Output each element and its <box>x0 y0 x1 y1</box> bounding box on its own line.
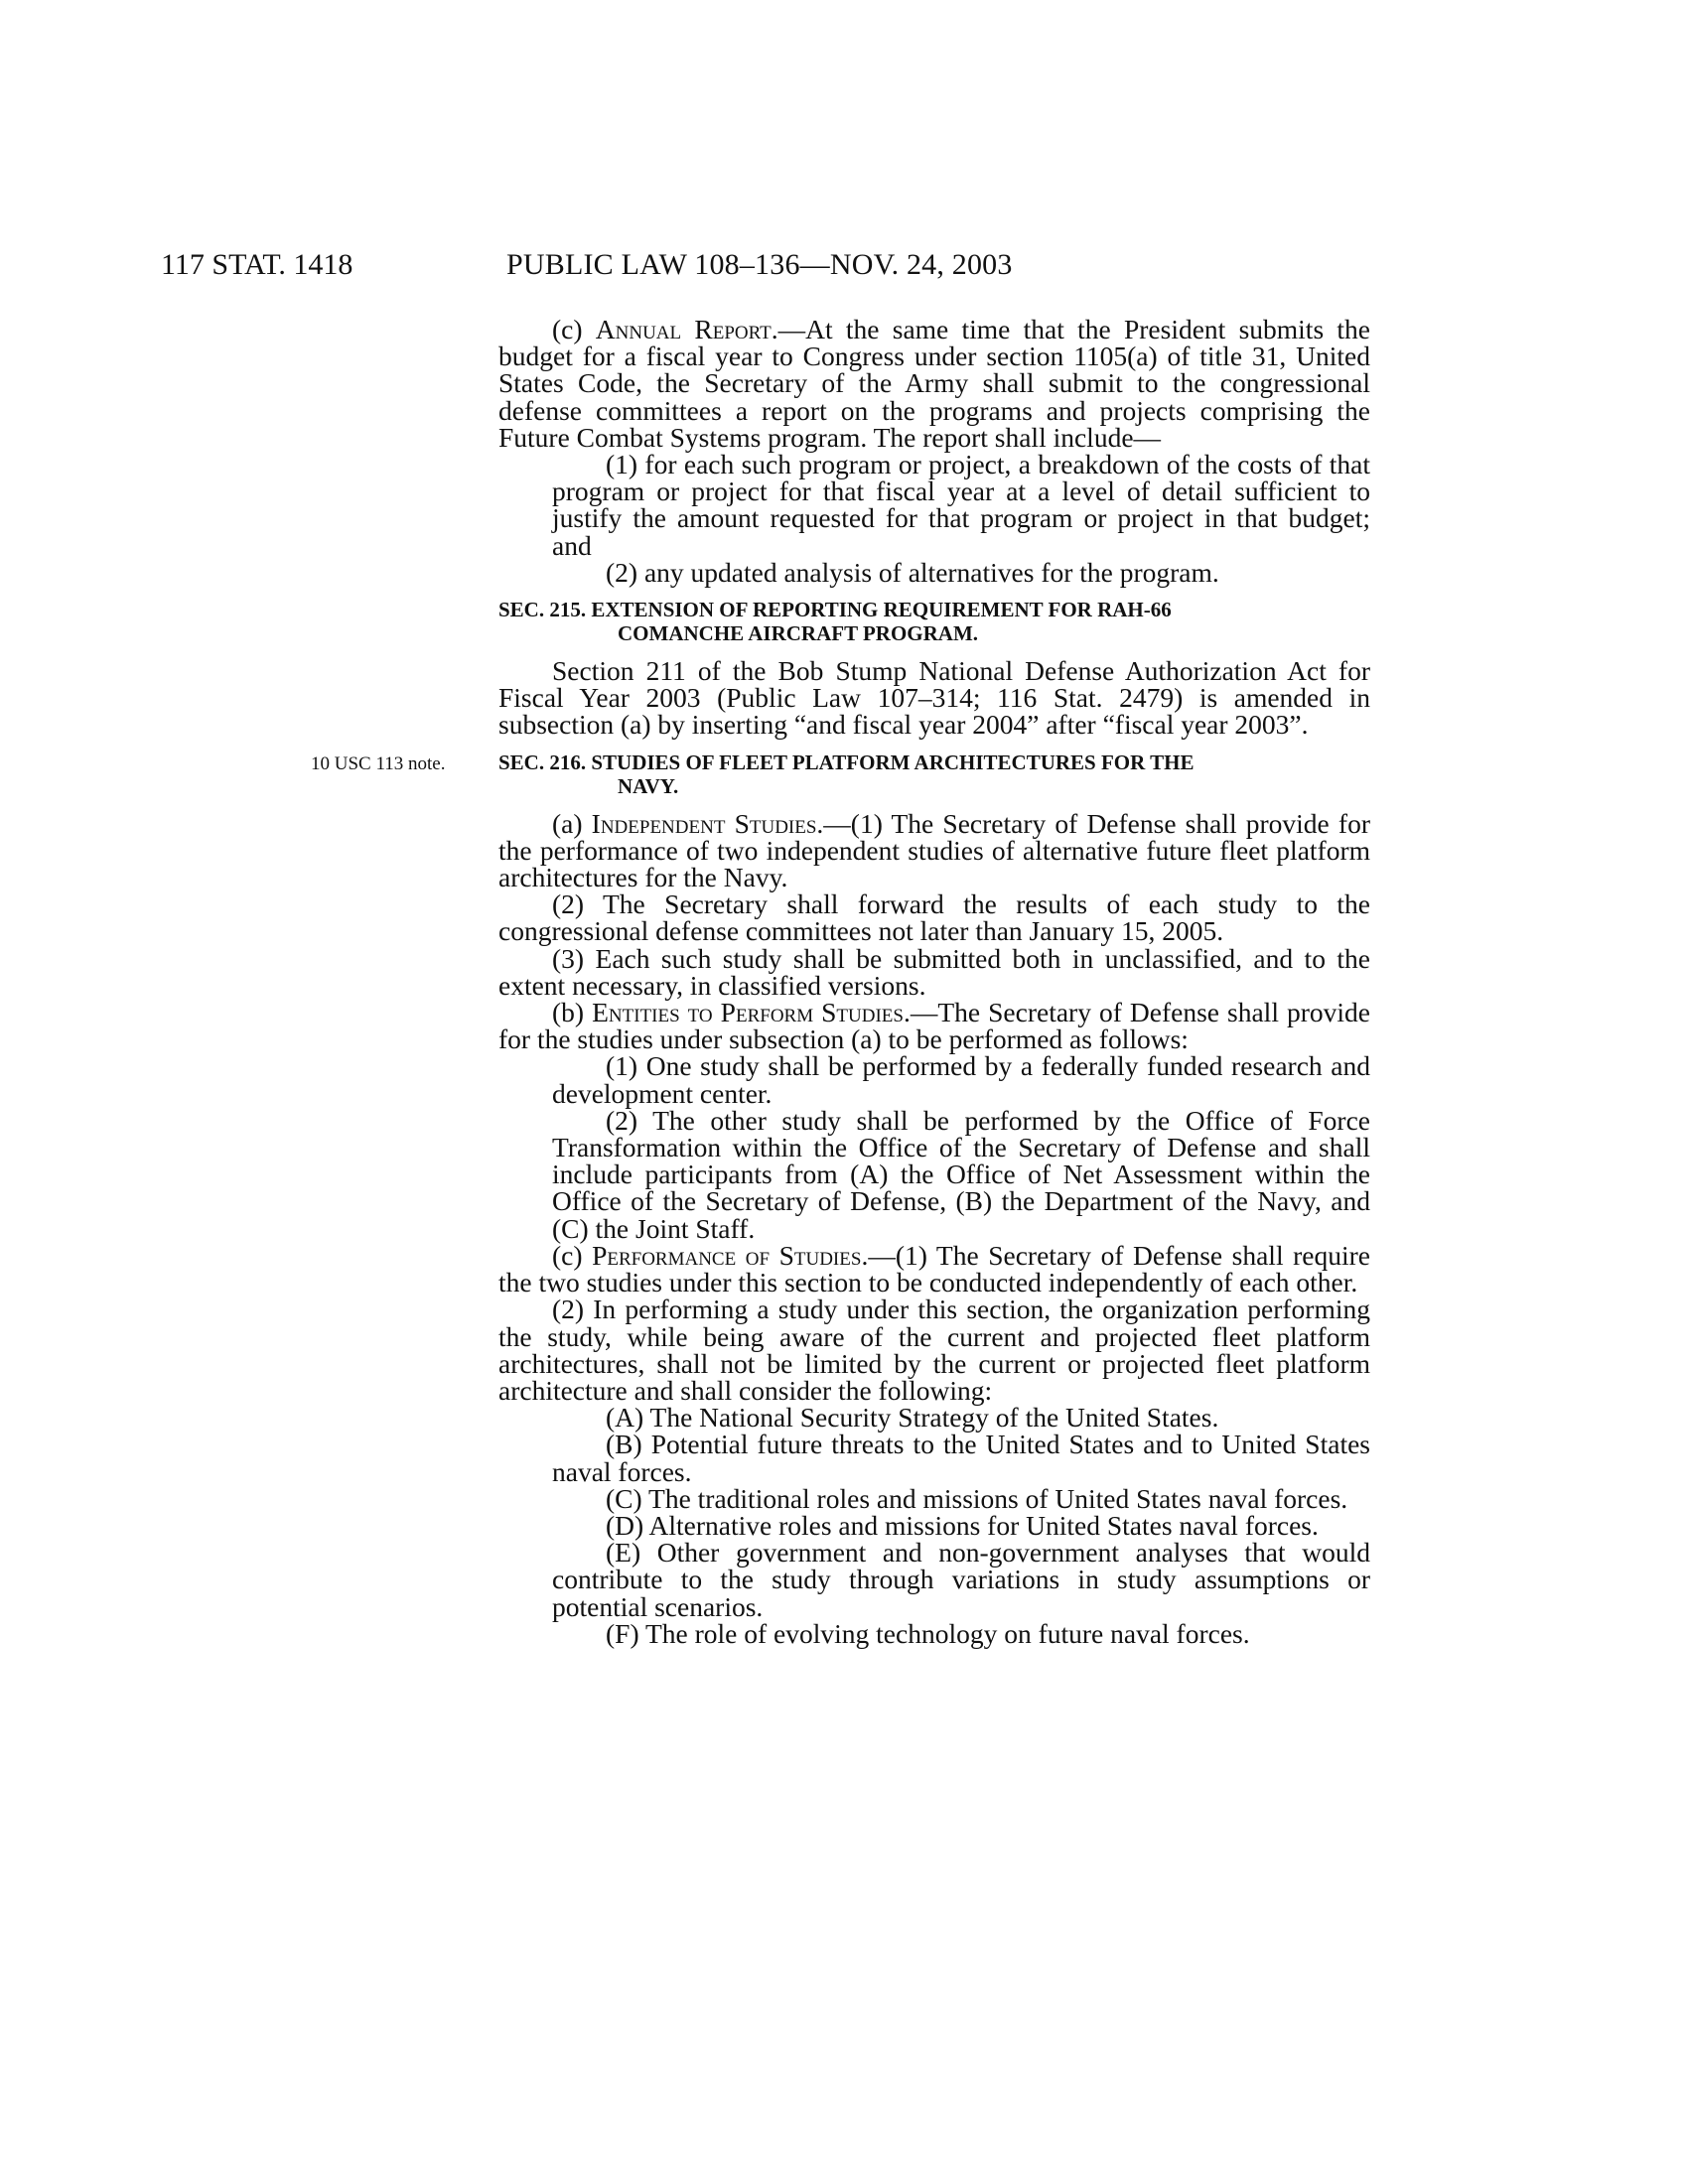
statute-page-number: 117 STAT. 1418 <box>161 248 353 281</box>
subsection-heading: Performance of Studies <box>592 1239 862 1271</box>
margin-note: 10 USC 113 note. <box>311 752 446 774</box>
sec216-b-item-2: (2) The other study shall be performed by the Office of Force Transformation within the Office of the Secretary of Defense and shall include participants from (A) the Office of Net Assessment within the Office of the Secretary of Defense, (B) the Department of the Navy, and (C) the Joint Staff. <box>552 1104 1370 1244</box>
document-body <box>311 314 1370 1649</box>
public-law-running-head: PUBLIC LAW 108–136—NOV. 24, 2003 <box>506 248 1013 281</box>
sec216-subsection-c-1: (c) Performance of Studies.—(1) The Secretary of Defense shall require the two studies under this section to be conducted independently of each other. <box>498 1239 1370 1298</box>
subsection-heading: Entities to Perform Studies <box>592 997 904 1028</box>
sec214-c-item-1: (1) for each such program or project, a breakdown of the costs of that program or project for that fiscal year at a level of detail sufficient to justify the amount requested for that program or project in that budget; and <box>552 449 1370 561</box>
sec216-b-item-1: (1) One study shall be performed by a federally funded research and development center. <box>552 1050 1370 1109</box>
sec216-subsection-a-3: (3) Each such study shall be submitted both in unclassified, and to the extent necessary, in classified versions. <box>498 942 1370 1001</box>
sec216-subsection-a-2: (2) The Secretary shall forward the results of each study to the congressional defense committees not later than January 15, 2005. <box>498 888 1370 947</box>
sec216-c-item-D: (D) Alternative roles and missions for United States naval forces. <box>606 1509 1319 1541</box>
sec216-c-item-F: (F) The role of evolving technology on future naval forces. <box>606 1617 1250 1649</box>
sec216-c-item-B: (B) Potential future threats to the United States and to United States naval forces. <box>552 1429 1370 1487</box>
subsection-heading: Annual Report <box>595 314 772 344</box>
sec215-heading: SEC. 215. EXTENSION OF REPORTING REQUIREMENT FOR RAH-66 COMANCHE AIRCRAFT PROGRAM. <box>498 598 1172 646</box>
sec216-c-item-C: (C) The traditional roles and missions of United States naval forces. <box>606 1482 1348 1514</box>
sec216-subsection-a-1: (a) Independent Studies.—(1) The Secretary of Defense shall provide for the performance of two independent studies of alternative future fleet platform architectures for the Navy. <box>498 807 1370 893</box>
sec216-subsection-b: (b) Entities to Perform Studies.—The Secretary of Defense shall provide for the studies under subsection (a) to be performed as follows: <box>498 997 1370 1055</box>
subsection-heading: Independent Studies <box>591 807 817 839</box>
sec216-c-item-A: (A) The National Security Strategy of the United States. <box>606 1402 1219 1433</box>
sec216-subsection-c-2: (2) In performing a study under this section, the organization performing the study, while being aware of the current and projected fleet platform architectures, shall not be limited by the current or projected fleet platform architecture and shall consider the following: <box>498 1294 1370 1406</box>
sec215-text: Section 211 of the Bob Stump National Defense Authorization Act for Fiscal Year 2003 (Public Law 107–314; 116 Stat. 2479) is amended in subsection (a) by inserting “and fiscal year 2004” after “fiscal year 2003”. <box>498 655 1370 741</box>
sec216-heading: 10 USC 113 note. SEC. 216. STUDIES OF FLEET PLATFORM ARCHITECTURES FOR THE NAVY. <box>311 750 1195 798</box>
page-header <box>161 248 1380 288</box>
sec214-subsection-c: (c) Annual Report.—At the same time that the President submits the budget for a fiscal year to Congress under section 1105(a) of title 31, United States Code, the Secretary of the Army shall submit to the congressional defense committees a report on the programs and projects comprising the Future Combat Systems program. The report shall include— <box>498 314 1370 453</box>
sec214-c-item-2: (2) any updated analysis of alternatives for the program. <box>606 556 1219 588</box>
sec216-c-item-E: (E) Other government and non-government analyses that would contribute to the study through variations in study assumptions or potential scenarios. <box>552 1537 1370 1622</box>
